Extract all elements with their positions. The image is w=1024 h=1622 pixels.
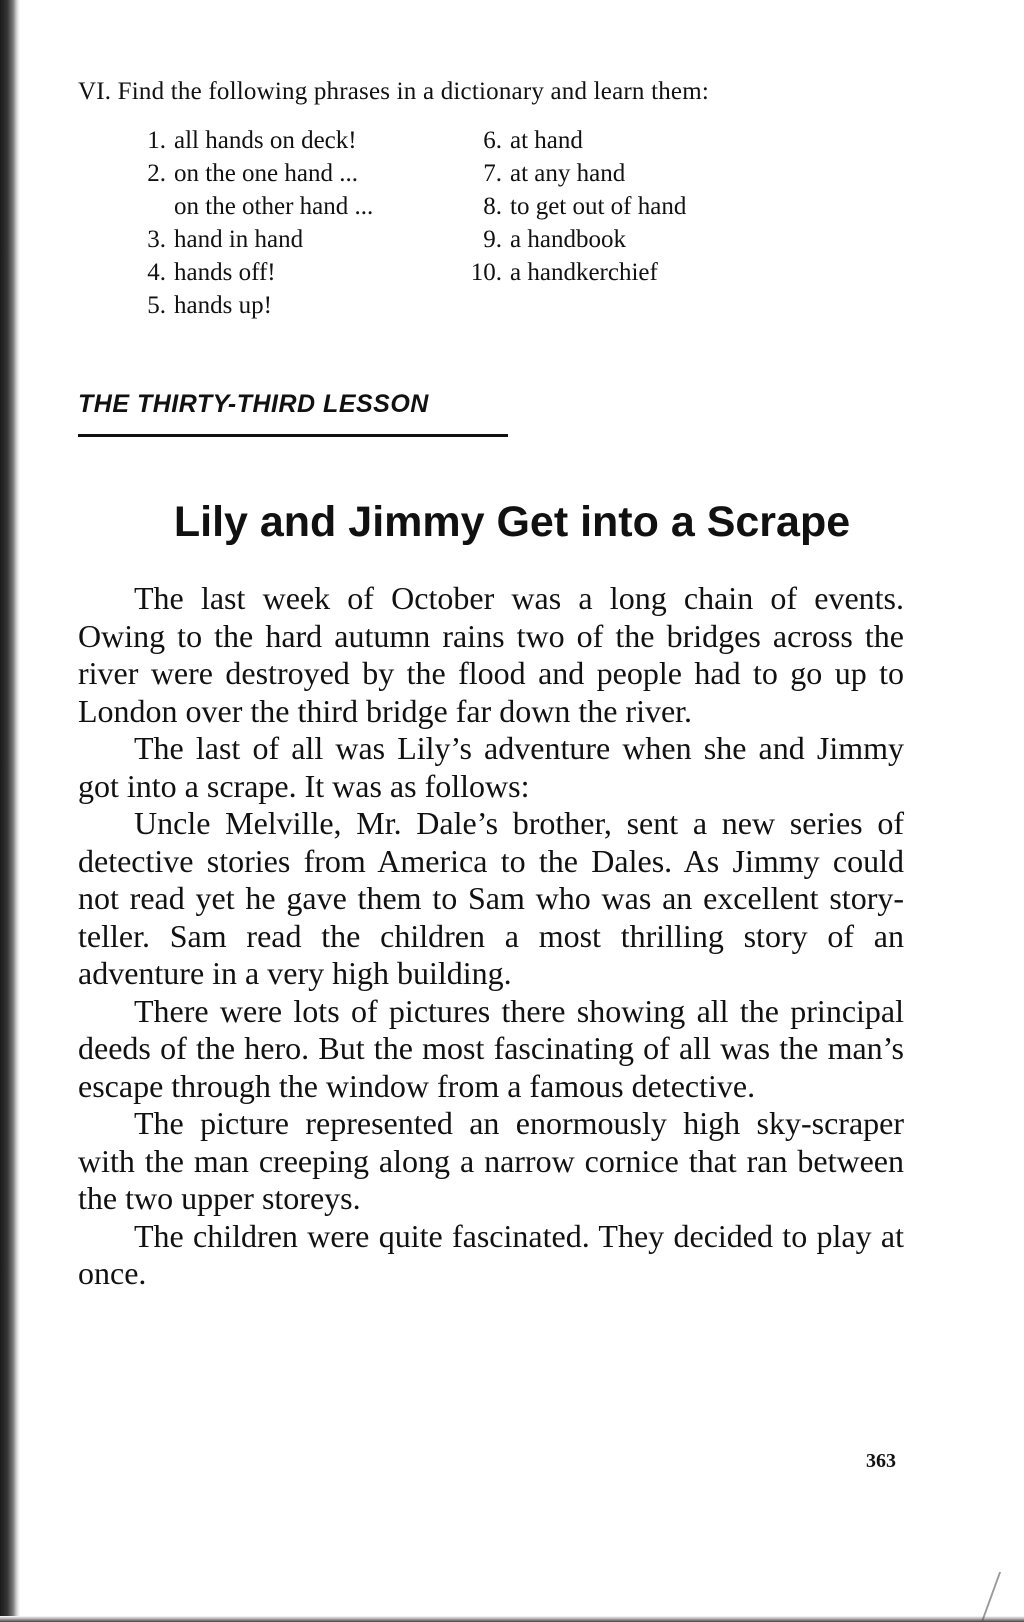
phrase-number: 1. [147,127,166,154]
phrase-text: a handkerchief [510,259,658,286]
phrase-item [130,124,373,157]
phrase-number: 6. [483,127,502,154]
phrase-item [466,256,686,289]
phrase-item [466,124,686,157]
phrase-number: 8. [483,193,502,220]
page-number: 363 [866,1450,896,1472]
phrase-item [130,223,373,256]
story-title: Lily and Jimmy Get into a Scrape [173,498,851,546]
story-paragraph: The last of all was Lily’s adventure when she and Jimmy got into a scrape. It was as follows: [78,730,904,804]
phrase-number: 4. [147,259,166,286]
phrase-text: at hand [510,127,583,154]
phrase-item [130,157,373,190]
phrase-text: on the other hand ... [174,193,374,220]
phrase-item [466,223,686,256]
exercise-section [78,78,958,319]
book-spine-shadow [0,0,20,1622]
phrase-number: 5. [147,292,166,319]
lesson-underline [78,434,508,437]
phrase-item [466,190,686,223]
story-paragraph: The children were quite fascinated. They decided to play at once. [78,1217,904,1291]
story-paragraph: Uncle Melville, Mr. Dale’s brother, sent a new series of detective stories from America to the Dales. As Jimmy could not read yet he gave them to Sam who was an excellent story-teller. Sam read the children a most thrilling story of an adventure in a very high building. [78,805,904,991]
phrase-text: a handbook [510,226,626,253]
phrase-text: at any hand [510,160,626,187]
phrase-text: to get out of hand [510,193,687,220]
phrase-item-continuation [130,190,373,223]
phrase-text: on the one hand ... [174,160,358,187]
phrase-number: 10. [470,259,502,286]
page-bottom-edge [0,1616,1024,1622]
phrase-number: 7. [483,160,502,187]
phrase-number: 9. [483,226,502,253]
story-body [78,580,904,1293]
phrase-list-right [466,124,686,289]
lesson-label: THE THIRTY-THIRD LESSON [78,390,429,418]
story-paragraph: The picture represented an enormously high sky-scraper with the man creeping along a narrow cornice that ran between the two upper storeys. [78,1105,904,1216]
phrase-text: hand in hand [174,226,304,253]
phrase-text: all hands on deck! [174,127,357,154]
phrase-number: 2. [147,160,166,187]
page-corner-curl [981,1572,1024,1622]
exercise-heading: VI. Find the following phrases in a dictionary and learn them: [78,78,710,105]
phrase-item [130,289,373,322]
phrase-list-left [130,124,373,322]
phrase-number: 3. [147,226,166,253]
phrase-text: hands off! [174,259,276,286]
phrase-item [130,256,373,289]
story-paragraph: The last week of October was a long chain of events. Owing to the hard autumn rains two of the bridges across the river were destroyed by the flood and people had to go up to London over the third bridge far down the river. [78,580,904,729]
phrase-text: hands up! [174,292,272,319]
phrase-item [466,157,686,190]
story-paragraph: There were lots of pictures there showing all the principal deeds of the hero. But the most fascinating of all was the man’s escape through the window from a famous detective. [78,992,904,1104]
